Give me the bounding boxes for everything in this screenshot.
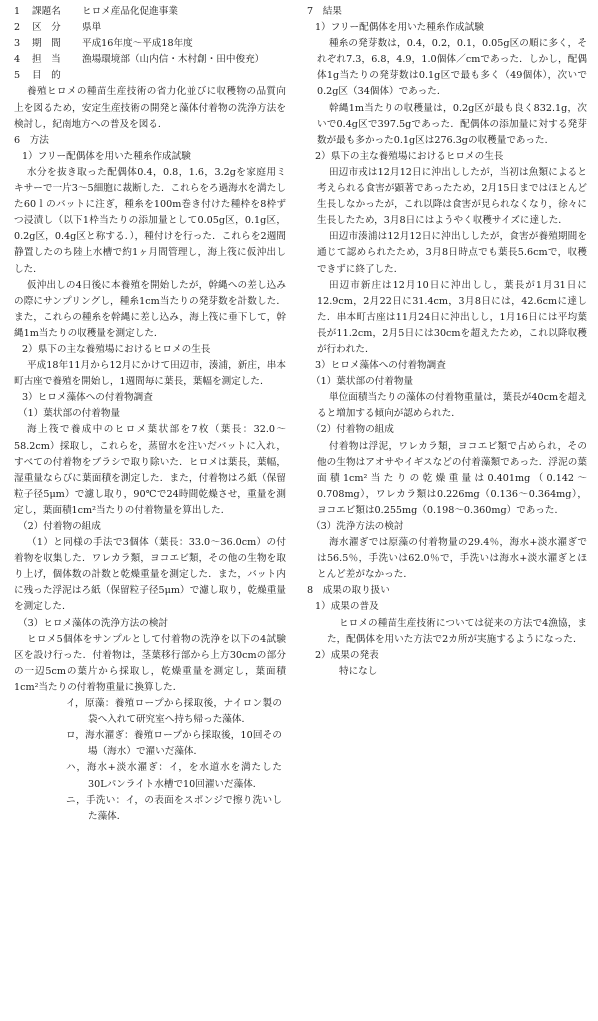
result-3-1-title: （1）葉状部の付着物量 [311, 376, 414, 388]
header-item-purpose: 5 目 的 [14, 70, 61, 82]
method-3-3-title: （3）ヒロメ藻体の洗浄方法の検討 [18, 617, 169, 629]
result-1-paragraph-2: 幹縄1m当たりの収穫量は，0.2g区が最も良く832.1g，次いで0.4g区で397.5gであった．配偶体の添加量に対する発芽数が最も多かった0.1g区は276.3gの収穫量であった． [317, 102, 587, 146]
result-3-1-paragraph: 単位面積当たりの藻体の付着物重量は，葉長が40cmを超えると増加する傾向が認められた． [317, 392, 587, 420]
method-3-title: 3）ヒロメ藻体への付着物調査 [22, 392, 153, 404]
results-heading: 7 結果 [307, 6, 342, 17]
result-2-paragraph-3: 田辺市新庄は12月10日に沖出しし，葉長が1月31日に12.9cm，2月22日に31.4cm，3月8日には，42.6cmに達した．串本町古座は11月24日に沖出しし，1月16日には平均葉長が11.2cm，2月5日には30cmを超えたため，これ以降収穫が行われた． [317, 279, 587, 355]
result-3-2-title: （2）付着物の組成 [311, 424, 394, 436]
header-item-staff: 4 担 当 漁場環境部（山内信・木村創・田中俊充） [14, 54, 265, 66]
method-3-2-title: （2）付着物の組成 [18, 521, 101, 532]
right-column [307, 4, 587, 680]
methods-heading: 6 方法 [14, 134, 49, 146]
method-3-1-title: （1）葉状部の付着物量 [18, 408, 121, 420]
result-3-2-paragraph: 付着物は浮泥，ワレカラ類，ヨコエビ類で占められ，その他の生物はアオサやイギスなどの付着藻類であった．浮泥の葉面積1cm²当たりの乾燥重量は0.401mg（0.142〜0.708mg），ワレカラ類は0.226mg（0.136〜0.364mg），ヨコエビ類は0.255mg（0.198〜0.360mg）であった． [317, 440, 587, 516]
method-1-paragraph-1: 水分を抜き取った配偶体0.4，0.8，1.6，3.2gを家庭用ミキサーで一片3〜5細胞に裁断した．これらをろ過海水を満たした60ｌのバットに注ぎ，種糸を100m巻き付けた種枠を8枠ずつ浸漬し（以下1枠当たりの添加量として0.05g区，0.1g区，0.2g区，0.4g区と称する．），種付けを行った．これらを2週間静置したのち陸上水槽で約1ヶ月間管理し，海上筏に仮沖出しした． [14, 166, 286, 275]
result-1-title: 1）フリー配偶体を用いた種糸作成試験 [315, 22, 484, 34]
result-1-paragraph-1: 種糸の発芽数は，0.4，0.2，0.1，0.05g区の順に多く，それぞれ7.3，6.8，4.9，1.0個体／cmであった．しかし，配偶体1g当たりの発芽数は0.1g区で最も多く（49個体），次いで0.2g区（34個体）であった． [317, 38, 587, 98]
method-1-paragraph-2: 仮沖出しの4日後に本養殖を開始したが，幹縄への差し込みの際にサンプリングし，種糸1cm当たりの発芽数を計数した．また，これらの種糸を幹縄に差し込み，海上筏に垂下して，幹縄1m当たりの収穫量を測定した． [14, 279, 286, 339]
method-3-2-paragraph: （1）と同様の手法で3個体（葉長：33.0〜36.0cm）の付着物を収集した．ワレカラ類，ヨコエビ類，その他の生物を取り上げ，個体数の計数と乾燥重量を測定した．また，バット内に残った浮泥はろ紙（保留粒子径5μm）で濾し取り，乾燥重量を測定した． [14, 537, 286, 613]
outcome-2-title: 2）成果の発表 [315, 649, 379, 661]
method-2-paragraph: 平成18年11月から12月にかけて田辺市，湊浦，新庄，串本町古座で養殖を開始し，1週間毎に葉長，葉幅を測定した． [14, 360, 286, 388]
left-column [14, 4, 286, 825]
result-2-paragraph-1: 田辺市戎は12月12日に沖出ししたが，当初は魚類によると考えられる食害が顕著であったため，2月15日まではほとんど生長しなかったが，これ以降は食害が見られなくなり，徐々に生長したため，3月8日にはようやく収穫サイズに達した． [317, 166, 587, 227]
header-item-category: 2 区 分 県単 [14, 22, 102, 34]
method-1-title: 1）フリー配偶体を用いた種糸作成試験 [22, 150, 191, 162]
outcome-1-paragraph: ヒロメの種苗生産技術については従来の方法で4漁協，また，配偶体を用いた方法で2カ所が実施するようになった． [327, 617, 587, 645]
result-3-title: 3）ヒロメ藻体への付着物調査 [315, 360, 446, 372]
wash-item-ro: ロ，海水濯ぎ：養殖ロープから採取後，10回その場（海水）で濯いだ藻体． [66, 730, 282, 758]
result-3-3-paragraph: 海水濯ぎでは原藻の付着物量の29.4％，海水+淡水濯ぎでは56.5％，手洗いは62.0％で，手洗いは海水+淡水濯ぎとほとんど差がなかった． [317, 537, 587, 581]
outcome-1-title: 1）成果の普及 [315, 601, 379, 613]
method-3-1-paragraph: 海上筏で養成中のヒロメ葉状部を7枚（葉長：32.0〜58.2cm）採取し，これらを，蒸留水を注いだバットに入れ，すべての付着物をブラシで取り除いた．ヒロメは葉長，葉幅，湿重量ならびに葉面積を測定した．また，付着物はろ紙（保留粒子径5μm）で濾し取り，90℃で24時間乾燥させ，重量を測定し，葉面積1cm²当たりの付着物量を算出した． [14, 424, 286, 516]
purpose-text: 養殖ヒロメの種苗生産技術の省力化並びに収穫物の品質向上を図るため，安定生産技術の開発と藻体付着物の洗浄方法を検討し，紀南地方への普及を図る． [14, 86, 286, 130]
result-2-paragraph-2: 田辺市湊浦は12月12日に沖出ししたが，食害が養殖期間を通じて認められたため，3月8日時点でも葉長5.6cmで，収穫できずに終了した． [317, 231, 587, 275]
outcomes-heading: 8 成果の取り扱い [307, 585, 390, 597]
method-2-title: 2）県下の主な養殖場におけるヒロメの生長 [22, 343, 211, 355]
wash-item-i: イ，原藻：養殖ロープから採取後，ナイロン製の袋へ入れて研究室へ持ち帰った藻体． [66, 698, 282, 726]
wash-item-ni: ニ，手洗い：イ，の表面をスポンジで擦り洗いした藻体． [66, 794, 282, 822]
method-3-3-paragraph: ヒロメ5個体をサンプルとして付着物の洗浄を以下の4試験区を設け行った．付着物は，茎葉移行部から上方30cmの部分の一辺5cmの葉片から採取し，乾燥重量を測定し，葉面積1cm²当たりの付着物重量に換算した． [14, 633, 286, 693]
wash-item-ha: ハ，海水+淡水濯ぎ：イ，を水道水を満たした30Lパンライト水槽で10回濯いだ藻体． [66, 762, 282, 790]
header-item-title: 1 課題名 ヒロメ産品化促進事業 [14, 6, 178, 17]
result-2-title: 2）県下の主な養殖場におけるヒロメの生長 [315, 150, 504, 162]
header-item-period: 3 期 間 平成16年度〜平成18年度 [14, 38, 193, 50]
result-3-3-title: （3）洗浄方法の検討 [311, 521, 404, 532]
outcome-2-paragraph: 特になし [339, 665, 378, 677]
